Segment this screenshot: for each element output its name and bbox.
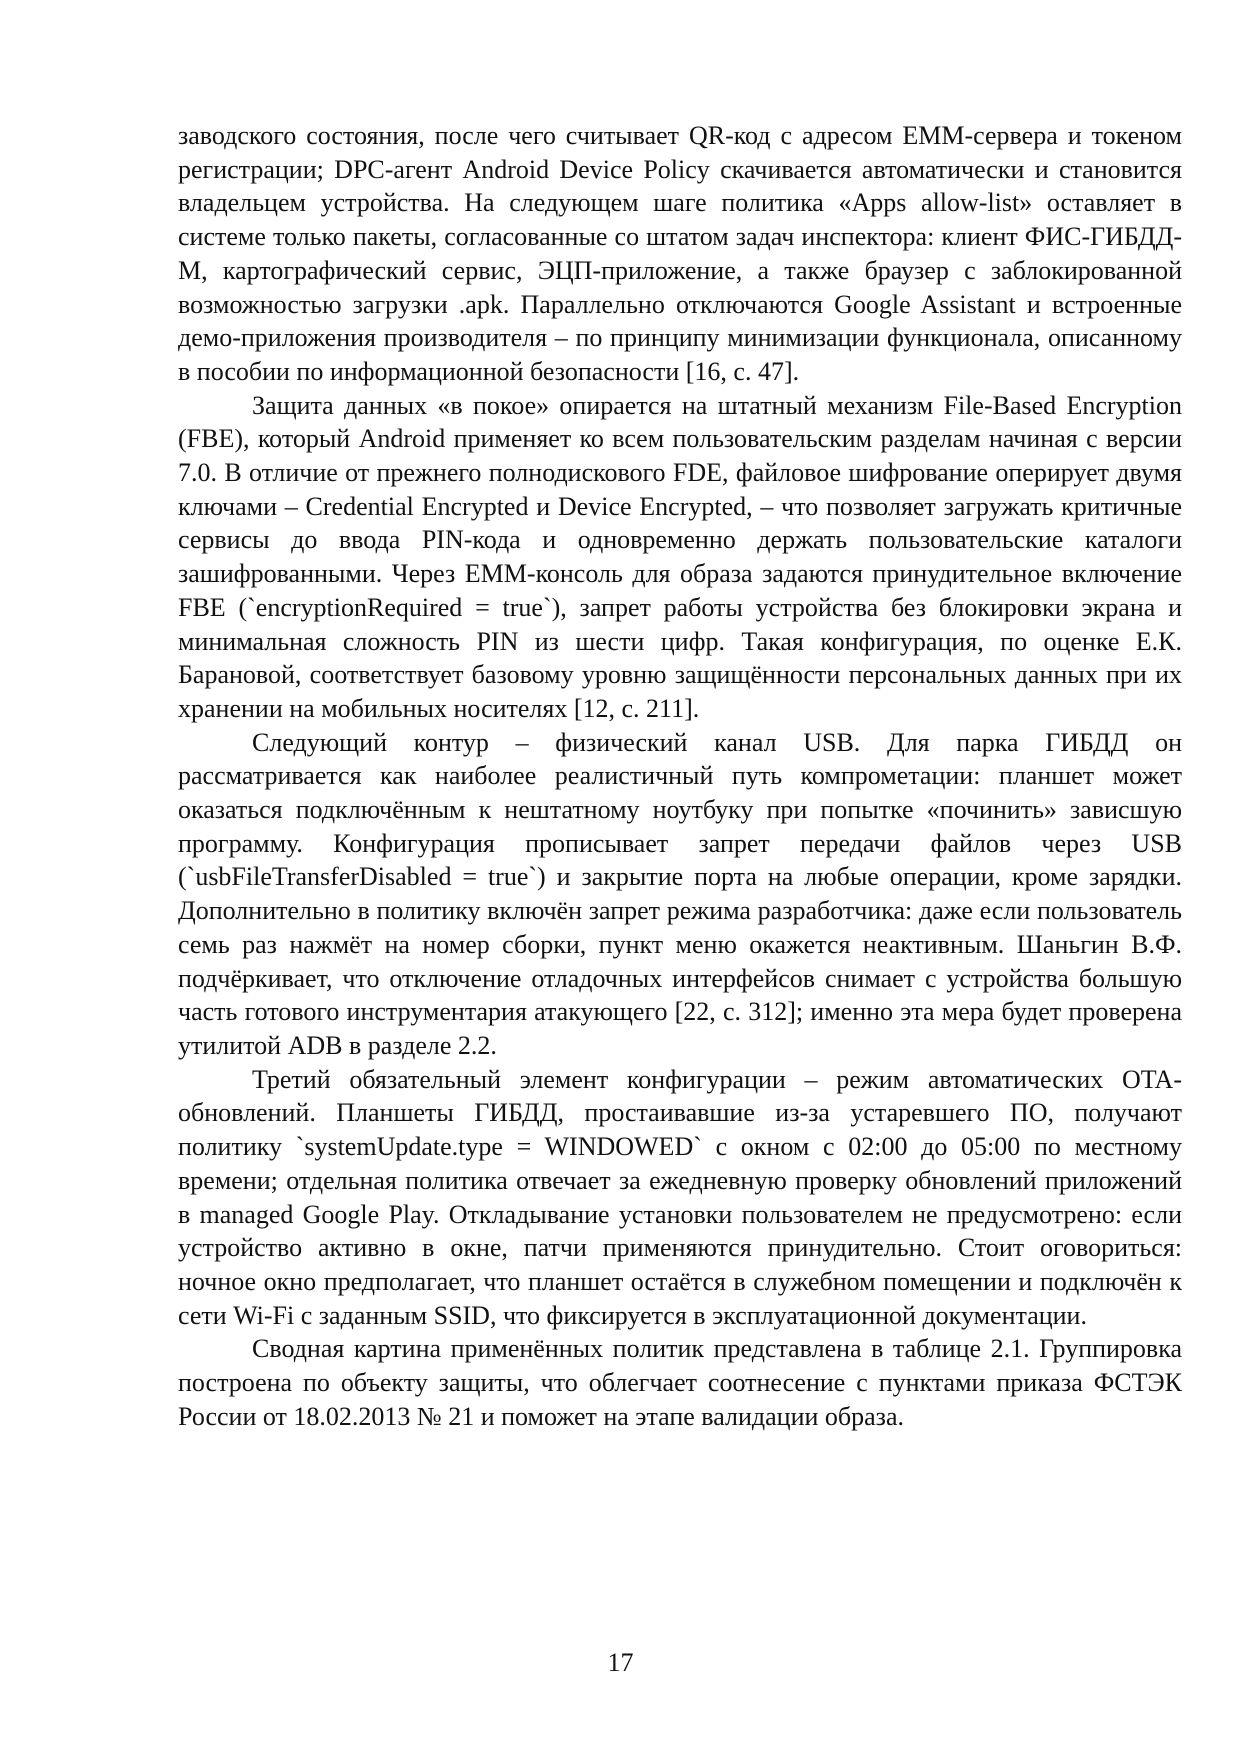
paragraph-5: Сводная картина применённых политик представлена в таблице 2.1. Группировка построена по объекту защиты, что облегчает соотнесение с пунктами приказа ФСТЭК России от 18.02.2013 № 21 и поможет на этапе валидации образа.	[178, 1334, 1182, 1431]
paragraph-1: заводского состояния, после чего считывает QR-код с адресом EMM-сервера и токеном регистрации; DPC-агент Android Device Policy скачивается автоматически и становится владельцем устройства. На следующем шаге политика «Apps allow-list» оставляет в системе только пакеты, согласованные со штатом задач инспектора: клиент ФИС-ГИБДД-М, картографический сервис, ЭЦП-приложение, а также браузер с заблокированной возможностью загрузки .apk. Параллельно отключаются Google Assistant и встроенные демо-приложения производителя – по принципу минимизации функционала, описанному в пособии по информационной безопасности [16, с. 47].	[178, 121, 1182, 386]
paragraph-3: Следующий контур – физический канал USB. Для парка ГИБДД он рассматривается как наиболее реалистичный путь компрометации: планшет может оказаться подключённым к нештатному ноутбуку при попытке «починить» зависшую программу. Конфигурация прописывает запрет передачи файлов через USB (`usbFileTransferDisabled = true`) и закрытие порта на любые операции, кроме зарядки. Дополнительно в политику включён запрет режима разработчика: даже если пользователь семь раз нажмёт на номер сборки, пункт меню окажется неактивным. Шаньгин В.Ф. подчёркивает, что отключение отладочных интерфейсов снимает с устройства большую часть готового инструментария атакующего [22, с. 312]; именно эта мера будет проверена утилитой ADB в разделе 2.2.	[178, 727, 1182, 1060]
body-text	[178, 119, 1182, 1433]
paragraph-4: Третий обязательный элемент конфигурации – режим автоматических OTA-обновлений. Планшеты ГИБДД, простаивавшие из-за устаревшего ПО, получают политику `systemUpdate.type = WINDOWED` с окном с 02:00 до 05:00 по местному времени; отдельная политика отвечает за ежедневную проверку обновлений приложений в managed Google Play. Откладывание установки пользователем не предусмотрено: если устройство активно в окне, патчи применяются принудительно. Стоит оговориться: ночное окно предполагает, что планшет остаётся в служебном помещении и подключён к сети Wi-Fi с заданным SSID, что фиксируется в эксплуатационной документации.	[178, 1064, 1182, 1330]
page-number: 17	[607, 1648, 634, 1677]
paragraph-2: Защита данных «в покое» опирается на штатный механизм File-Based Encryption (FBE), который Android применяет ко всем пользовательским разделам начиная с версии 7.0. В отличие от прежнего полнодискового FDE, файловое шифрование оперирует двумя ключами – Credential Encrypted и Device Encrypted, – что позволяет загружать критичные сервисы до ввода PIN-кода и одновременно держать пользовательские каталоги зашифрованными. Через EMM-консоль для образа задаются принудительное включение FBE (`encryptionRequired = true`), запрет работы устройства без блокировки экрана и минимальная сложность PIN из шести цифр. Такая конфигурация, по оценке Е.К. Барановой, соответствует базовому уровню защищённости персональных данных при их хранении на мобильных носителях [12, с. 211].	[178, 390, 1182, 723]
